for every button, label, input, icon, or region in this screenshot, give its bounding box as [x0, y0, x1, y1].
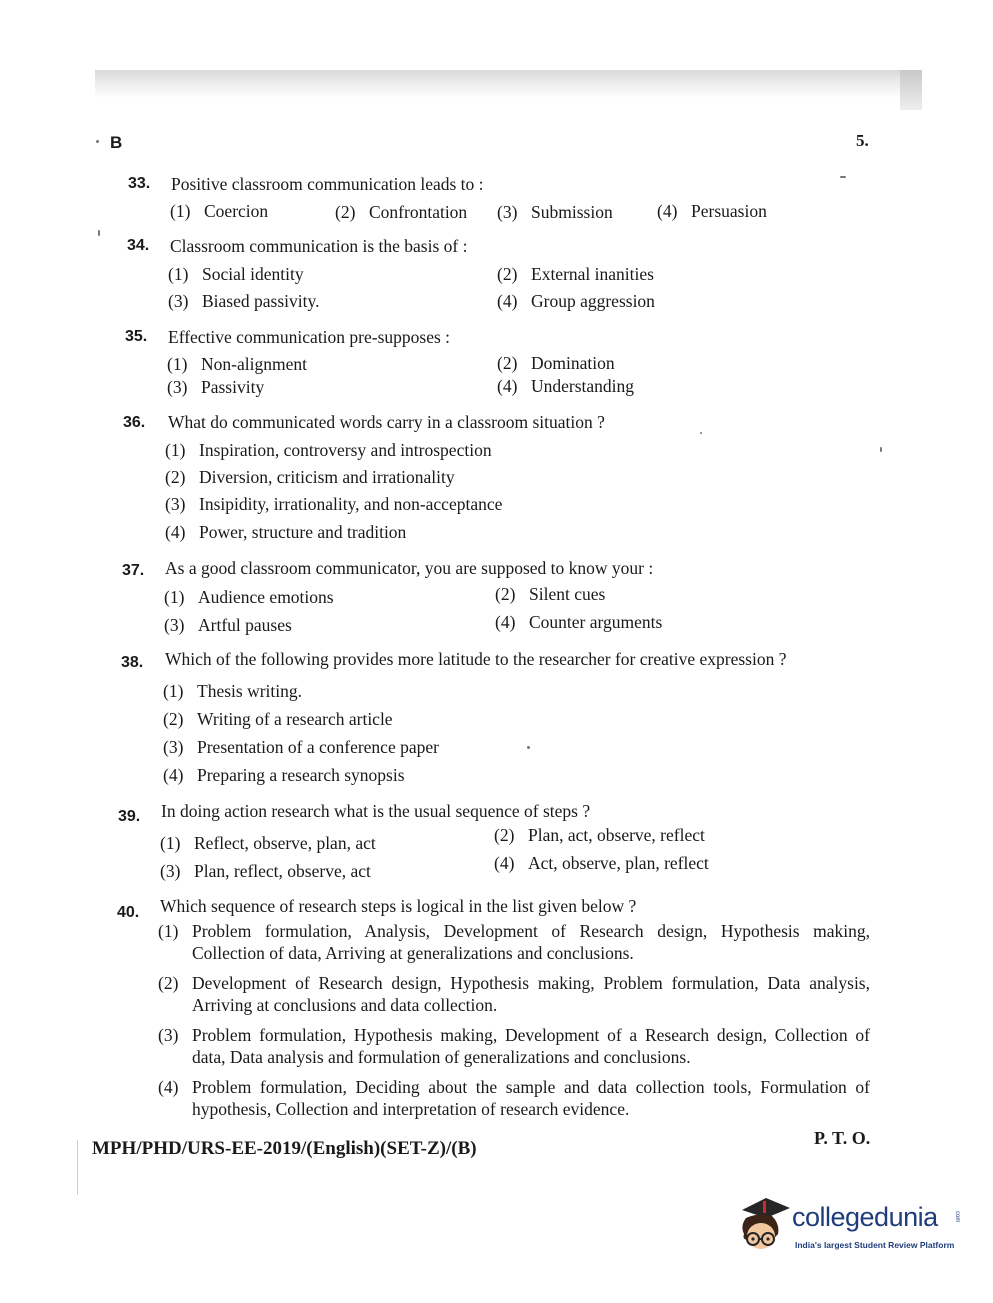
option-4[interactable]: (4) Problem formulation, Deciding about the sample and data collection tools, Formulation of hypothesis, Collection and interpretation of research evidence. — [158, 1077, 870, 1119]
option-2[interactable]: (2) Development of Research design, Hypothesis making, Problem formulation, Data analysis, Arriving at conclusions and data collection. — [158, 973, 870, 1015]
page-number: 5. — [856, 131, 869, 150]
option-3[interactable]: (3) Artful pauses — [164, 615, 292, 635]
option-3[interactable]: (3) Passivity — [167, 377, 265, 397]
option-4[interactable]: (4) Power, structure and tradition — [165, 522, 407, 542]
option-3[interactable]: (3) Submission — [497, 202, 613, 222]
student-mascot-icon — [732, 1196, 794, 1260]
option-2[interactable]: (2) Confrontation — [335, 202, 468, 222]
logo-domain: com — [954, 1211, 960, 1223]
question-number: 33. — [128, 175, 151, 192]
option-2[interactable]: (2) Diversion, criticism and irrationality — [165, 467, 455, 487]
scan-speck — [98, 230, 100, 236]
question-stem: In doing action research what is the usual sequence of steps ? — [161, 801, 591, 821]
option-3[interactable]: (3) Plan, reflect, observe, act — [160, 861, 371, 881]
option-3[interactable]: (3) Biased passivity. — [168, 291, 320, 311]
question-number: 38. — [121, 654, 144, 671]
question-stem: Positive classroom communication leads to : — [171, 174, 484, 194]
option-1[interactable]: (1) Reflect, observe, plan, act — [160, 833, 376, 853]
option-2[interactable]: (2) Writing of a research article — [163, 709, 393, 729]
scan-speck — [527, 746, 530, 749]
option-1[interactable]: (1) Inspiration, controversy and introspection — [165, 440, 492, 460]
scan-speck — [840, 176, 846, 178]
scan-speck — [880, 447, 882, 452]
question-stem: Classroom communication is the basis of : — [170, 236, 468, 256]
scan-shadow-band — [95, 70, 921, 98]
option-4[interactable]: (4) Group aggression — [497, 291, 655, 311]
question-number: 39. — [118, 808, 141, 825]
question-stem: What do communicated words carry in a classroom situation ? — [168, 412, 605, 432]
scan-edge-line — [77, 1140, 78, 1195]
option-1[interactable]: (1) Non-alignment — [167, 354, 307, 374]
option-4[interactable]: (4) Preparing a research synopsis — [163, 765, 405, 785]
question-number: 35. — [125, 328, 148, 345]
option-3[interactable]: (3) Problem formulation, Hypothesis making, Development of a Research design, Collection of data, Data analysis and formulation of generalizations and conclusions. — [158, 1025, 870, 1067]
scan-speck — [700, 432, 702, 434]
option-2[interactable]: (2) External inanities — [497, 264, 654, 284]
question-stem: Effective communication pre-supposes : — [168, 327, 451, 347]
logo-wordmark: collegedunia — [792, 1202, 938, 1232]
question-number: 37. — [122, 562, 145, 579]
page-turn-note: P. T. O. — [814, 1128, 871, 1148]
scan-shadow-corner — [900, 70, 922, 110]
question-number: 36. — [123, 414, 146, 431]
set-label: B — [110, 133, 123, 152]
question-stem: Which of the following provides more latitude to the researcher for creative expression ? — [165, 649, 787, 669]
option-1[interactable]: (1) Thesis writing. — [163, 681, 302, 701]
option-1[interactable]: (1) Problem formulation, Analysis, Development of Research design, Hypothesis making, Collection of data, Arriving at generalizations and conclusions. — [158, 921, 870, 963]
question-number: 40. — [117, 904, 140, 921]
option-1[interactable]: (1) Coercion — [170, 201, 269, 221]
option-1[interactable]: (1) Social identity — [168, 264, 304, 284]
question-stem: Which sequence of research steps is logical in the list given below ? — [160, 896, 637, 916]
option-4[interactable]: (4) Understanding — [497, 376, 635, 396]
option-4[interactable]: (4) Counter arguments — [495, 612, 663, 632]
option-2[interactable]: (2) Domination — [497, 353, 615, 373]
option-4[interactable]: (4) Act, observe, plan, reflect — [494, 853, 709, 873]
question-stem: As a good classroom communicator, you are supposed to know your : — [165, 558, 654, 578]
option-2[interactable]: (2) Silent cues — [495, 584, 606, 604]
option-3[interactable]: (3) Presentation of a conference paper — [163, 737, 439, 757]
scan-speck — [96, 140, 99, 143]
logo-tagline: India's largest Student Review Platform — [795, 1240, 955, 1250]
option-4[interactable]: (4) Persuasion — [657, 201, 767, 221]
collegedunia-logo[interactable] — [732, 1196, 962, 1260]
option-3[interactable]: (3) Insipidity, irrationality, and non-acceptance — [165, 494, 503, 514]
option-2[interactable]: (2) Plan, act, observe, reflect — [494, 825, 705, 845]
paper-code: MPH/PHD/URS-EE-2019/(English)(SET-Z)/(B) — [92, 1138, 477, 1159]
question-number: 34. — [127, 237, 150, 254]
option-1[interactable]: (1) Audience emotions — [164, 587, 334, 607]
